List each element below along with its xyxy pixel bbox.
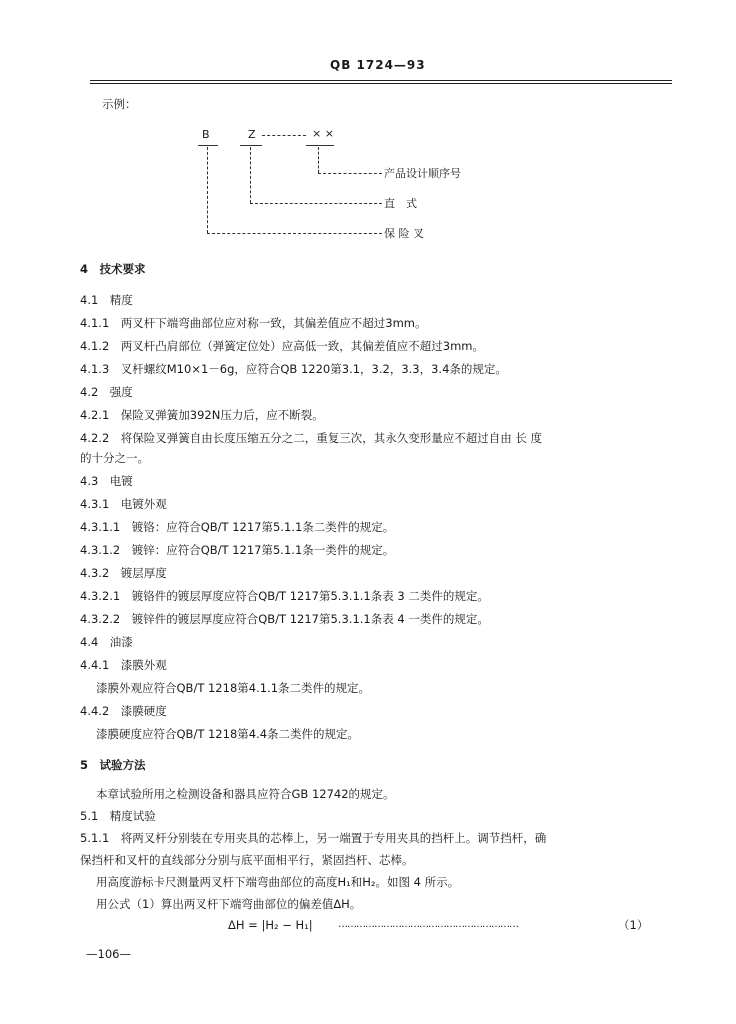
legend-straight-type: 直 式 bbox=[384, 197, 417, 210]
clause-5-1-1-cont: 保挡杆和叉杆的直线部分分别与底平面相平行，紧固挡杆、芯棒。 bbox=[80, 853, 414, 867]
clause-4-3: 4.3 电镀 bbox=[80, 474, 133, 488]
leader-xx-vertical bbox=[318, 147, 319, 173]
leader-b-horizontal bbox=[207, 233, 382, 234]
clause-4-4: 4.4 油漆 bbox=[80, 635, 133, 649]
clause-4-1: 4.1 精度 bbox=[80, 293, 133, 307]
formula-expression: ΔH = |H₂ − H₁| bbox=[228, 918, 313, 932]
leader-b-vertical bbox=[207, 147, 208, 233]
section-5-intro: 本章试验所用之检测设备和器具应符合GB 12742的规定。 bbox=[96, 787, 395, 801]
section-5-heading: 5 试验方法 bbox=[80, 758, 146, 772]
formula-number: （1） bbox=[618, 918, 649, 932]
code-letter-z: Z bbox=[248, 128, 256, 141]
clause-4-4-2-text: 漆膜硬度应符合QB/T 1218第4.4条二类件的规定。 bbox=[96, 727, 360, 741]
clause-4-2-1: 4.2.1 保险叉弹簧加392N压力后，应不断裂。 bbox=[80, 408, 324, 422]
clause-4-3-1: 4.3.1 电镀外观 bbox=[80, 497, 167, 511]
example-label: 示例： bbox=[102, 97, 137, 111]
code-dash bbox=[262, 135, 306, 136]
clause-4-2-2-cont: 的十分之一。 bbox=[80, 451, 149, 465]
header-rule-2 bbox=[90, 83, 672, 84]
clause-4-1-1: 4.1.1 两叉杆下端弯曲部位应对称一致，其偏差值应不超过3mm。 bbox=[80, 316, 427, 330]
clause-4-2: 4.2 强度 bbox=[80, 385, 133, 399]
page-number: —106— bbox=[86, 947, 131, 961]
clause-4-3-1-2: 4.3.1.2 镀锌：应符合QB/T 1217第5.1.1条一类件的规定。 bbox=[80, 543, 395, 557]
standard-code: QB 1724—93 bbox=[330, 58, 426, 72]
leader-z-horizontal bbox=[250, 203, 382, 204]
leader-xx-horizontal bbox=[318, 173, 382, 174]
bracket-z bbox=[240, 145, 262, 146]
clause-5-1-1-measure: 用高度游标卡尺测量两叉杆下端弯曲部位的高度H₁和H₂。如图 4 所示。 bbox=[96, 875, 460, 889]
code-letter-b: B bbox=[202, 128, 210, 141]
header-rule bbox=[90, 80, 672, 81]
legend-serial-number: 产品设计顺序号 bbox=[384, 167, 461, 180]
clause-4-3-2-2: 4.3.2.2 镀锌件的镀层厚度应符合QB/T 1217第5.3.1.1条表 4 一类件的规定。 bbox=[80, 612, 489, 626]
leader-z-vertical bbox=[250, 147, 251, 203]
clause-4-3-1-1: 4.3.1.1 镀铬：应符合QB/T 1217第5.1.1条二类件的规定。 bbox=[80, 520, 395, 534]
clause-5-1-1-formula-intro: 用公式（1）算出两叉杆下端弯曲部位的偏差值ΔH。 bbox=[96, 897, 362, 911]
clause-5-1-1: 5.1.1 将两叉杆分别装在专用夹具的芯棒上，另一端置于专用夹具的挡杆上。调节挡杆，确 bbox=[80, 831, 547, 845]
clause-4-4-1-text: 漆膜外观应符合QB/T 1218第4.1.1条二类件的规定。 bbox=[96, 681, 371, 695]
clause-4-4-2: 4.4.2 漆膜硬度 bbox=[80, 704, 167, 718]
clause-4-3-2-1: 4.3.2.1 镀铬件的镀层厚度应符合QB/T 1217第5.3.1.1条表 3 二类件的规定。 bbox=[80, 589, 489, 603]
code-xx: × × bbox=[312, 127, 334, 140]
clause-4-4-1: 4.4.1 漆膜外观 bbox=[80, 658, 167, 672]
clause-5-1: 5.1 精度试验 bbox=[80, 809, 156, 823]
clause-4-1-2: 4.1.2 两叉杆凸肩部位（弹簧定位处）应高低一致，其偏差值应不超过3mm。 bbox=[80, 339, 484, 353]
legend-safety-fork: 保 险 叉 bbox=[384, 227, 424, 240]
clause-4-3-2: 4.3.2 镀层厚度 bbox=[80, 566, 167, 580]
section-4-heading: 4 技术要求 bbox=[80, 262, 146, 276]
clause-4-2-2: 4.2.2 将保险叉弹簧自由长度压缩五分之二，重复三次，其永久变形量应不超过自由 长 度 bbox=[80, 431, 543, 445]
formula-leader: …………………………………………………… bbox=[338, 919, 518, 930]
clause-4-1-3: 4.1.3 叉杆螺纹M10×1－6g，应符合QB 1220第3.1，3.2，3.3，3.4条的规定。 bbox=[80, 362, 507, 376]
bracket-b bbox=[198, 145, 218, 146]
bracket-xx bbox=[306, 145, 334, 146]
